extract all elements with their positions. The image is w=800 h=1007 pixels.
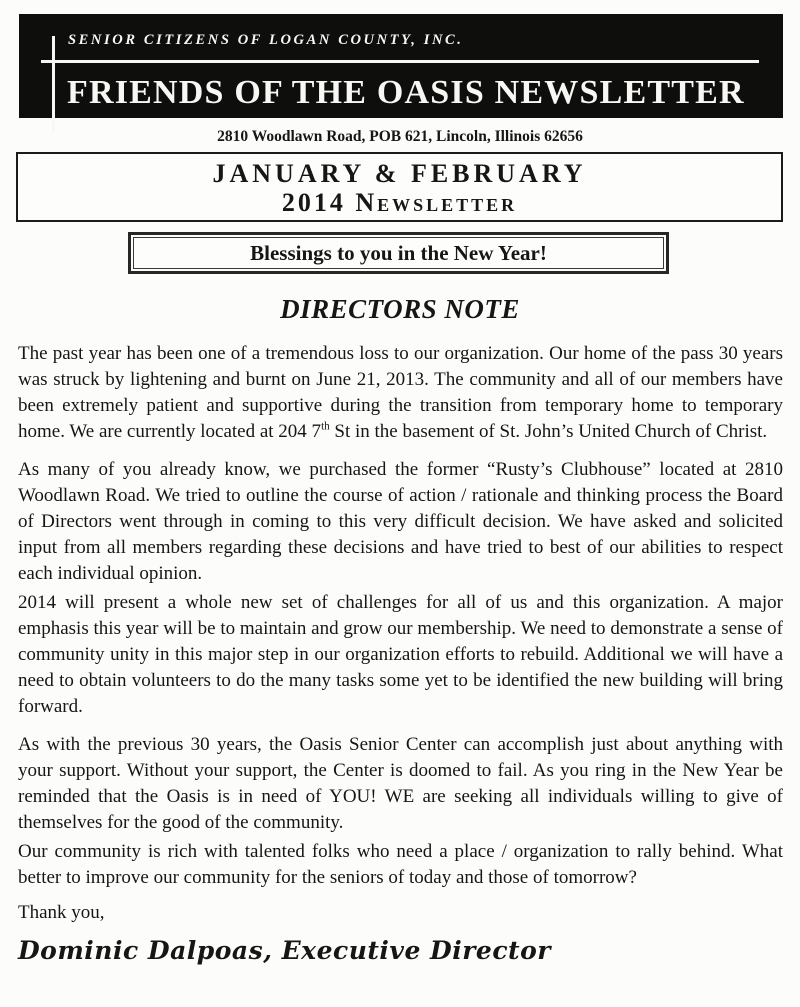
directors-note-body xyxy=(18,341,783,964)
paragraph-5: Our community is rich with talented folks who need a place / organization to rally behind. What better to improve our community for the seniors of today and those of tomorrow? xyxy=(18,841,783,888)
masthead-horizontal-rule xyxy=(41,60,759,63)
closing-line: Thank you, xyxy=(18,902,105,923)
superscript-ordinal: th xyxy=(321,420,330,433)
newsletter-title: FRIENDS OF THE OASIS NEWSLETTER xyxy=(67,74,745,111)
greeting-text: Blessings to you in the New Year! xyxy=(133,237,664,269)
organization-name: SENIOR CITIZENS OF LOGAN COUNTY, INC. xyxy=(68,32,464,48)
greeting-banner xyxy=(128,232,669,274)
issue-box xyxy=(16,152,783,222)
paragraph-1 xyxy=(18,341,783,445)
issue-months: JANUARY & FEBRUARY xyxy=(212,159,587,188)
paragraph-1-text-cont: St in the basement of St. John’s United Church of Christ. xyxy=(329,421,768,442)
masthead-banner xyxy=(19,14,783,118)
section-title-directors-note: DIRECTORS NOTE xyxy=(280,294,520,324)
paragraph-3: 2014 will present a whole new set of challenges for all of us and this organization. A major emphasis this year will be to maintain and grow our membership. We need to demonstrate a sense of community unity in this major step in our organization efforts to rebuild. Additional we will have a need to obtain volunteers to do the many tasks some yet to be identified the new building will bring forward. xyxy=(18,592,783,717)
masthead-vertical-rule xyxy=(52,36,55,131)
address-line: 2810 Woodlawn Road, POB 621, Lincoln, Illinois 62656 xyxy=(217,128,583,145)
signature-executive-director: Dominic Dalpoas, Executive Director xyxy=(18,936,551,965)
issue-year-line: 2014 Newsletter xyxy=(281,188,518,217)
paragraph-4: As with the previous 30 years, the Oasis Senior Center can accomplish just about anything with your support. Without your support, the Center is doomed to fail. As you ring in the New Year be reminded that the Oasis is in need of YOU! WE are seeking all individuals willing to give of themselves for the good of the community. xyxy=(18,734,783,833)
paragraph-2: As many of you already know, we purchased the former “Rusty’s Clubhouse” located at 2810 Woodlawn Road. We tried to outline the course of action / rationale and thinking process the Board of Directors went through in coming to this very difficult decision. We have asked and solicited input from all members regarding these decisions and have tried to best of our abilities to respect each individual opinion. xyxy=(18,459,783,584)
paragraph-1-text: The past year has been one of a tremendous loss to our organization. Our home of the pass 30 years was struck by lightening and burnt on June 21, 2013. The community and all of our members have been extremely patient and supportive during the transition from temporary home to temporary home. We are currently located at 204 7 xyxy=(18,343,783,442)
